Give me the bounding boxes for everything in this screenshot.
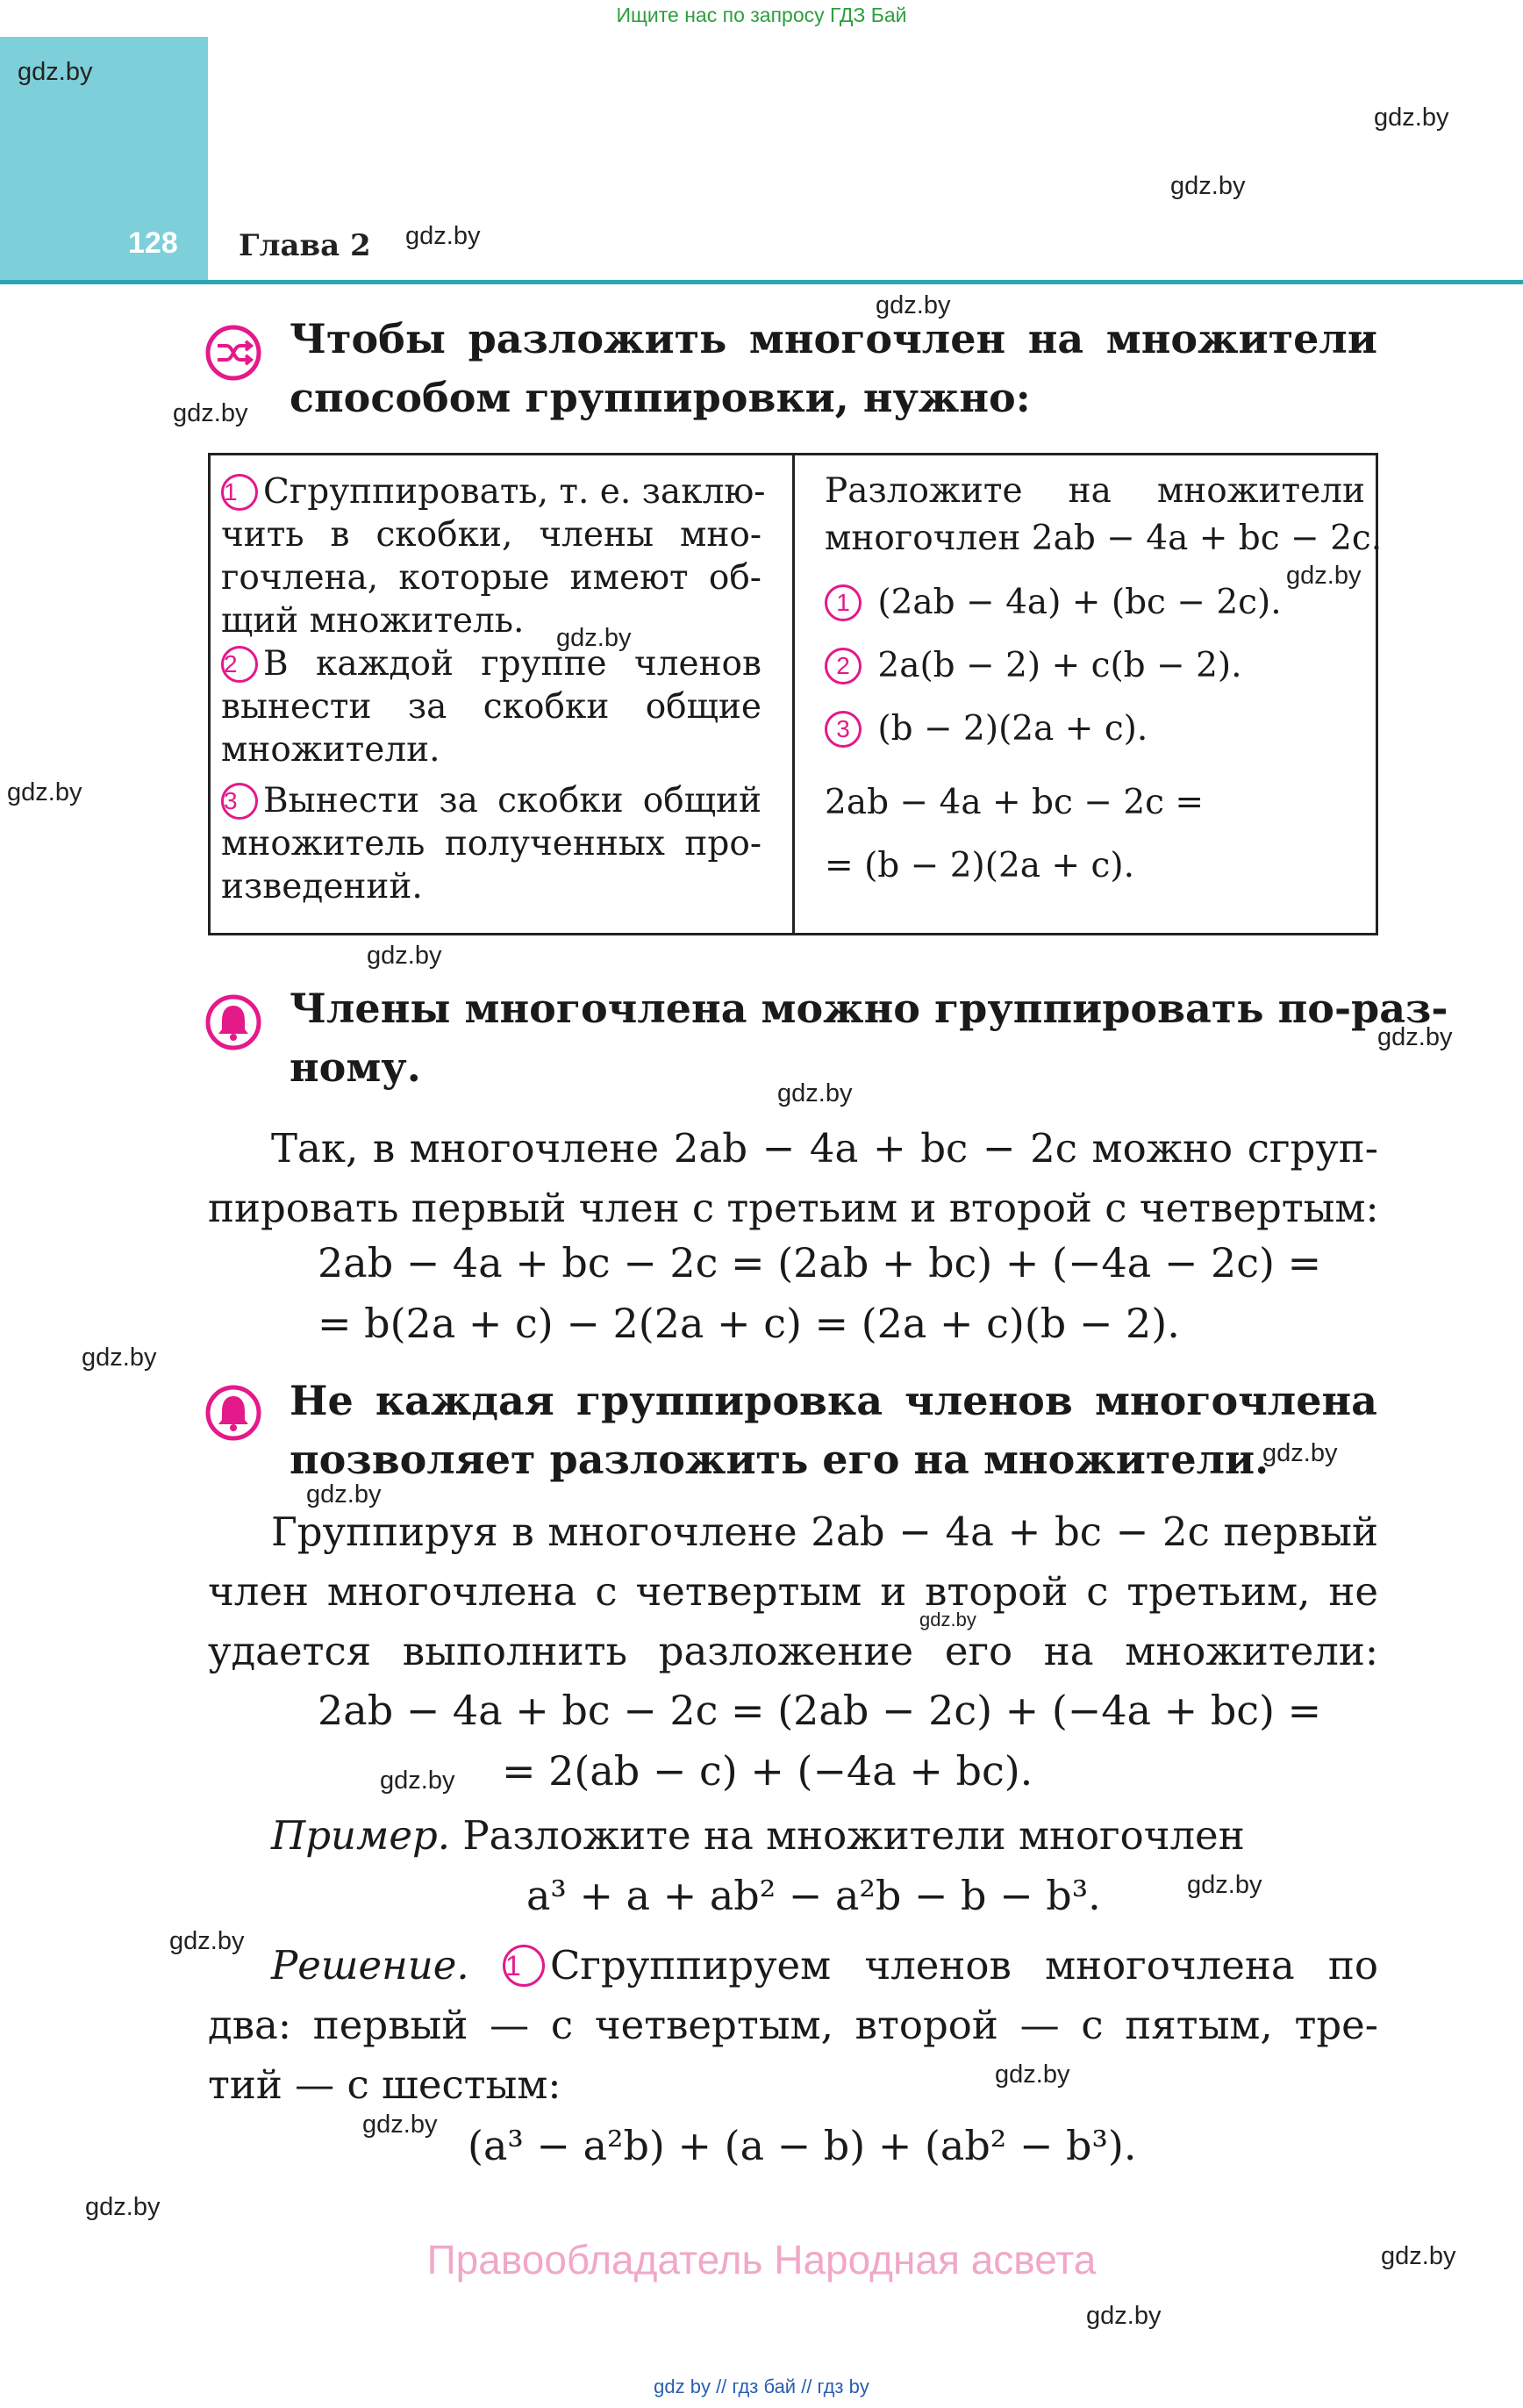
solution-text: Сгруппируем членов многочлена по — [550, 1942, 1378, 1989]
step-text: щий множитель. — [221, 601, 525, 641]
watermark: gdz.by — [18, 58, 93, 86]
watermark: gdz.by — [405, 222, 481, 250]
rule-heading-line: Чтобы разложить многочлен на множители — [290, 315, 1377, 362]
step-text: В каждой группе членов — [263, 644, 762, 684]
step-number: 3 — [825, 711, 862, 748]
step-number: 1 — [503, 1945, 545, 1987]
step-number: 1 — [221, 474, 258, 511]
example-step: (2ab − 4a) + (bc − 2c). — [877, 583, 1282, 622]
algorithm-example — [825, 468, 1383, 898]
example-label: Пример. — [271, 1812, 451, 1859]
example-task: Разложите на множители — [825, 471, 1365, 511]
watermark: gdz.by — [85, 2193, 161, 2221]
chapter-title: Глава 2 — [239, 228, 371, 263]
paragraph-line: пировать первый член с третьим и второй с четвертым: — [208, 1185, 1379, 1231]
step-number: 2 — [825, 648, 862, 684]
header-rule — [0, 280, 1523, 284]
step-text: гочлена, которые имеют об- — [221, 558, 762, 598]
watermark: gdz.by — [777, 1079, 853, 1107]
formula: = 2(ab − c) + (−4a + bc). — [502, 1747, 1033, 1795]
note-line: ному. — [290, 1043, 421, 1091]
example-line — [271, 1806, 1378, 1866]
watermark: gdz.by — [556, 624, 632, 652]
step-text: Вынести за скобки общий — [263, 781, 762, 821]
example-step: (b − 2)(2a + c). — [877, 709, 1148, 749]
watermark: gdz.by — [306, 1480, 382, 1509]
rule-heading-line: способом группировки, нужно: — [290, 374, 1031, 421]
table-divider — [792, 453, 795, 935]
example-task: многочлен 2ab − 4a + bc − 2c. — [825, 519, 1383, 558]
example-text: Разложите на множители многочлен — [462, 1812, 1245, 1859]
step-number: 3 — [221, 783, 258, 820]
footer-links[interactable]: gdz by // гдз бай // гдз by — [654, 2376, 869, 2397]
paragraph-1 — [208, 1119, 1378, 1238]
watermark: gdz.by — [380, 1767, 455, 1795]
example-result: = (b − 2)(2a + c). — [825, 846, 1134, 885]
solution — [208, 1936, 1378, 2115]
step-text: множители. — [221, 730, 440, 770]
note-line: позволяет разложить его на множители. — [290, 1436, 1269, 1483]
watermark: gdz.by — [82, 1344, 157, 1372]
paragraph-line: Так, в многочлене 2ab − 4a + bc − 2c можно сгруп- — [271, 1125, 1378, 1172]
step-text: множитель полученных про- — [221, 824, 762, 864]
watermark: gdz.by — [1377, 1023, 1453, 1051]
step-text: изведений. — [221, 867, 423, 907]
paragraph-line: удается выполнить разложение его на множители: — [208, 1628, 1378, 1674]
note-line: Не каждая группировка членов многочлена — [290, 1377, 1377, 1424]
paragraph-line: член многочлена с четвертым и второй с третьим, не — [208, 1568, 1378, 1615]
note-2 — [290, 1372, 1377, 1489]
watermark: gdz.by — [919, 1609, 976, 1630]
watermark: gdz.by — [1286, 562, 1362, 590]
example-formula: a³ + a + ab² − a²b − b − b³. — [526, 1872, 1101, 1919]
formula: 2ab − 4a + bc − 2c = (2ab + bc) + (−4a − 2c) = — [318, 1239, 1322, 1286]
formula: 2ab − 4a + bc − 2c = (2ab − 2c) + (−4a + bc) = — [318, 1687, 1322, 1734]
step-number: 1 — [825, 584, 862, 621]
copyright-holder: Правообладатель Народная асвета — [426, 2237, 1097, 2283]
watermark: gdz.by — [876, 291, 951, 319]
bell-icon — [205, 1385, 261, 1441]
solution-text: тий — с шестым: — [208, 2061, 561, 2108]
solution-text: два: первый — с четвертым, второй — с пятым, тре- — [208, 2002, 1378, 2048]
watermark: gdz.by — [169, 1927, 245, 1955]
step-text: чить в скобки, члены мно- — [221, 515, 762, 555]
paragraph-line: Группируя в многочлене 2ab − 4a + bc − 2c первый — [271, 1509, 1378, 1555]
watermark: gdz.by — [362, 2111, 438, 2139]
watermark: gdz.by — [367, 942, 442, 970]
bell-icon — [205, 994, 261, 1050]
watermark: gdz.by — [1187, 1871, 1262, 1899]
step-number: 2 — [221, 646, 258, 683]
formula: = b(2a + c) − 2(2a + c) = (2a + c)(b − 2). — [318, 1300, 1180, 1347]
example-step: 2a(b − 2) + c(b − 2). — [877, 646, 1242, 685]
paragraph-2 — [208, 1502, 1378, 1681]
watermark: gdz.by — [1262, 1439, 1338, 1467]
watermark: gdz.by — [995, 2060, 1070, 2089]
top-note: Ищите нас по запросу ГДЗ Бай — [616, 4, 907, 26]
watermark: gdz.by — [7, 778, 82, 806]
page-number: 128 — [128, 226, 178, 260]
watermark: gdz.by — [1381, 2242, 1456, 2270]
step-text: Сгруппировать, т. е. заклю- — [263, 472, 766, 512]
rule-heading — [290, 310, 1377, 427]
algorithm-steps — [221, 470, 766, 908]
note-line: Члены многочлена можно группировать по-раз- — [290, 985, 1448, 1032]
watermark: gdz.by — [1086, 2302, 1162, 2330]
solution-label: Решение. — [271, 1942, 469, 1989]
watermark: gdz.by — [1170, 172, 1246, 200]
watermark: gdz.by — [173, 399, 248, 427]
example-result: 2ab − 4a + bc − 2c = — [825, 783, 1205, 822]
algorithm-icon — [205, 325, 261, 381]
solution-formula: (a³ − a²b) + (a − b) + (ab² − b³). — [468, 2122, 1137, 2169]
watermark: gdz.by — [1374, 104, 1449, 132]
step-text: вынести за скобки общие — [221, 687, 762, 727]
